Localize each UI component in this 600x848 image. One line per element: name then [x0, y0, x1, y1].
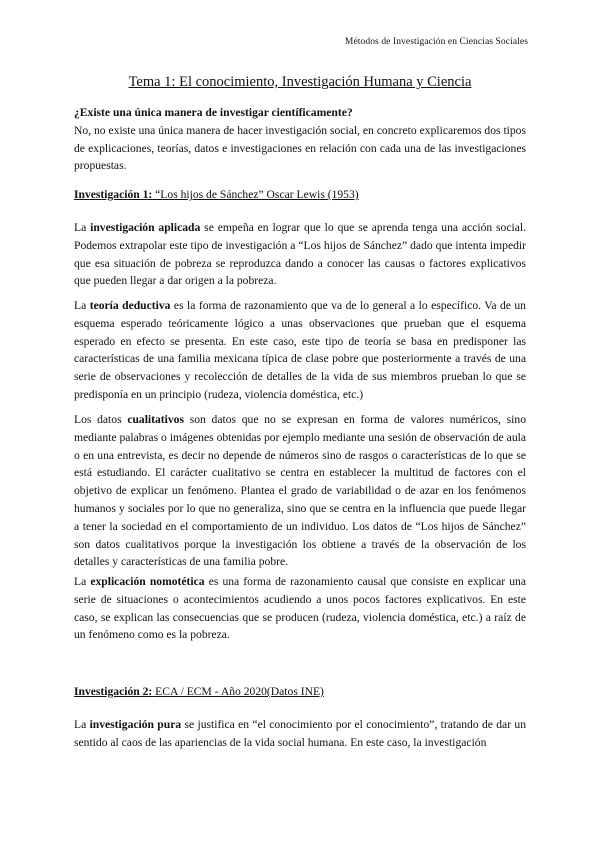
investigation-1-title: “Los hijos de Sánchez” Oscar Lewis (1953) [152, 188, 359, 201]
term-pure-research: investigación pura [89, 718, 182, 731]
investigation-2-label: Investigación 2: [74, 685, 153, 698]
term-qualitative: cualitativos [127, 413, 184, 426]
paragraph-applied-research [74, 219, 526, 290]
paragraph-deductive-theory [74, 297, 526, 404]
running-header: Métodos de Investigación en Ciencias Sociales [344, 37, 528, 47]
paragraph-nomothetic-explanation [74, 573, 526, 644]
term-deductive-theory: teoría deductiva [89, 299, 171, 312]
p3-body: son datos que no se expresan en forma de valores numéricos, sino mediante palabras o imágenes obtenidas por ejemplo mediante una sesión de observación de aula o en una entrevista, es decir no depende de números sino de rasgos o características de lo que se está estudiando. El carácter cualitativo se centra en establecer la multitud de factores con el objetivo de explicar un fenómeno. Plantea el grado de variabilidad o de azar en los fenómenos humanos y sociales por lo que no generaliza, sino que se centra en la influencia que puede llegar a tener la sociedad en el comportamiento de un individuo. Los datos de “Los hijos de Sánchez” son datos cualitativos porque la investigación los obtiene a través de la observación de los detalles y características de una familia pobre. [74, 413, 526, 569]
investigation-1-label: Investigación 1: [74, 188, 153, 201]
paragraph-pure-research [74, 716, 526, 752]
intro-paragraph: No, no existe una única manera de hacer investigación social, en concreto explicaremos dos tipos de explicaciones, teorías, datos e investigaciones en relación con cada una de las investigaciones propuestas. [74, 123, 526, 173]
investigation-1-heading [74, 186, 526, 204]
p2-pre: La [74, 299, 90, 312]
question-heading: ¿Existe una única manera de investigar científicamente? [74, 106, 353, 119]
p5-pre: La [74, 718, 90, 731]
p5-body: se justifica en “el conocimiento por el conocimiento”, tratando de dar un sentido al caos de las apariencias de la vida social humana. En este caso, la investigación [74, 718, 526, 749]
question-section [74, 104, 526, 175]
p2-body: es la forma de razonamiento que va de lo general a lo específico. Va de un esquema esperado teóricamente lógico a unas observaciones que prueban que el esquema esperado en efecto se presenta. En este caso, este tipo de teoría se basa en predisponer las características de una familia mexicana típica de clase pobre que posteriormente a través de una serie de observaciones y recolección de detalles de la vida de sus miembros prueban lo que se predisponía en un principio (rudeza, violencia doméstica, etc.) [74, 299, 526, 401]
p4-pre: La [74, 575, 91, 588]
p4-body: es una forma de razonamiento causal que consiste en explicar una serie de situaciones o acontecimientos acudiendo a unos pocos factores explicativos. En este caso, se explican las consecuencias que se producen (rudeza, violencia doméstica, etc.) a raíz de un fenómeno como es la pobreza. [74, 575, 526, 642]
page-title: Tema 1: El conocimiento, Investigación Humana y Ciencia [128, 74, 472, 90]
p3-pre: Los datos [74, 413, 128, 426]
investigation-2-title: ECA / ECM - Año 2020(Datos INE) [152, 685, 324, 698]
term-applied-research: investigación aplicada [90, 221, 201, 234]
investigation-2-heading [74, 683, 526, 701]
p1-pre: La [74, 221, 91, 234]
p1-body: se empeña en lograr que lo que se aprenda tenga una acción social. Podemos extrapolar este tipo de investigación a “Los hijos de Sánchez” dado que intenta impedir que esa situación de pobreza se reproduzca dando a conocer las causas o factores explicativos que pueden llegar a dar origen a la pobreza. [74, 221, 526, 288]
paragraph-qualitative-data [74, 411, 526, 571]
term-nomothetic: explicación nomotética [90, 575, 205, 588]
